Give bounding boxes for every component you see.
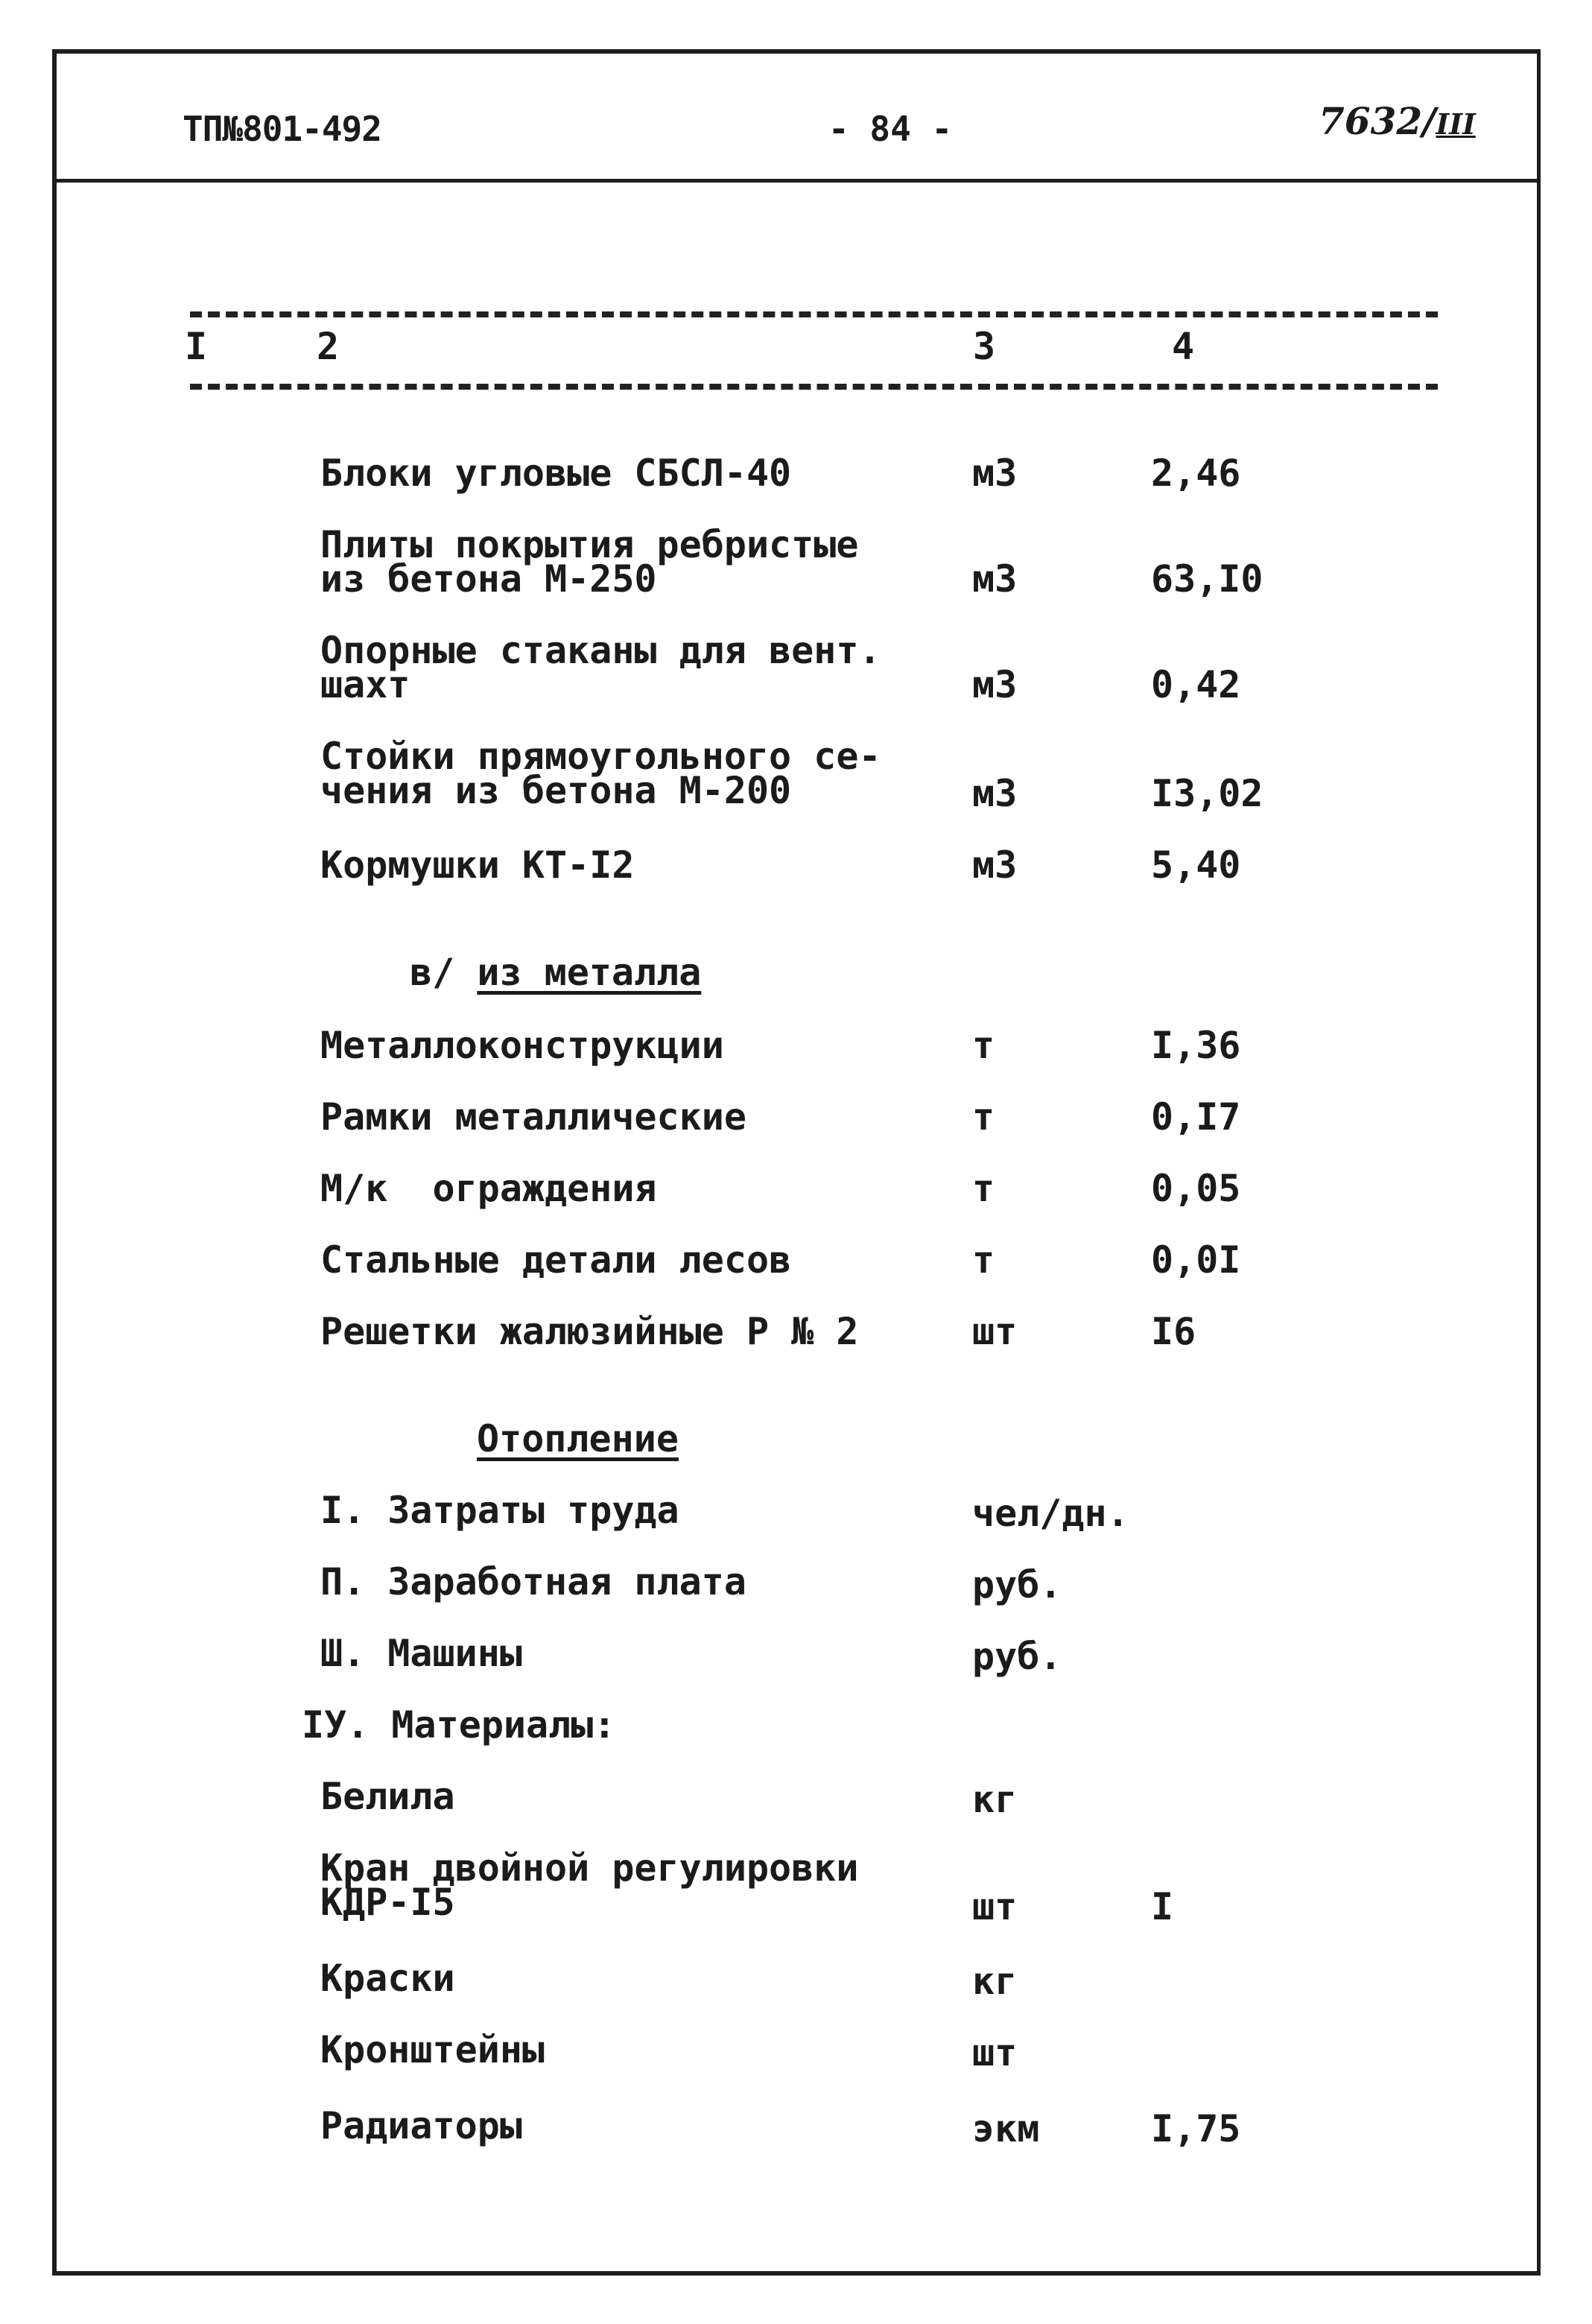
item-qty: 0,0I xyxy=(1151,1238,1241,1282)
item-unit: руб. xyxy=(972,1563,1062,1606)
column-number-4: 4 xyxy=(1172,325,1195,368)
item-name: Плиты покрытия ребристые из бетона М-250 xyxy=(320,523,859,601)
item-unit: руб. xyxy=(972,1635,1062,1678)
item-qty: I xyxy=(1151,1885,1174,1928)
section-heading-metal xyxy=(410,951,702,994)
item-qty: I3,02 xyxy=(1151,772,1263,815)
item-unit: м3 xyxy=(972,452,1018,495)
doc-code: ТП№801-492 xyxy=(183,109,381,149)
item-unit: м3 xyxy=(972,843,1018,887)
item-name: IУ. Материалы: xyxy=(302,1703,616,1747)
item-unit: т xyxy=(972,1167,995,1210)
item-name: I. Затраты труда xyxy=(320,1489,679,1532)
item-name: Опорные стаканы для вент. шахт xyxy=(320,629,881,706)
item-name: Краски xyxy=(320,1957,455,2000)
item-qty: 0,42 xyxy=(1151,663,1241,706)
item-name: Кран двойной регулировки КДР-I5 xyxy=(320,1846,859,1924)
item-qty: I,36 xyxy=(1151,1024,1241,1067)
item-unit: экм xyxy=(972,2107,1040,2150)
sheet-code xyxy=(1319,99,1476,143)
item-name: Металлоконструкции xyxy=(320,1024,724,1067)
item-name: Решетки жалюзийные Р № 2 xyxy=(320,1310,859,1353)
item-name: Стальные детали лесов xyxy=(320,1238,792,1282)
page-number: - 84 - xyxy=(828,109,953,149)
item-name: П. Заработная плата xyxy=(320,1560,746,1603)
item-unit: т xyxy=(972,1024,995,1067)
sheet-code-sub: III xyxy=(1436,107,1476,141)
item-name: Кронштейны xyxy=(320,2028,545,2071)
item-qty: 0,I7 xyxy=(1151,1095,1241,1139)
item-unit: м3 xyxy=(972,772,1018,815)
table-header-bottom-rule xyxy=(190,384,1438,390)
item-name: Радиаторы xyxy=(320,2104,522,2147)
item-qty: I,75 xyxy=(1151,2107,1241,2150)
item-unit: чел/дн. xyxy=(972,1492,1129,1535)
section-title: из металла xyxy=(477,951,702,994)
item-name: М/к ограждения xyxy=(320,1167,657,1210)
table-header-top-rule xyxy=(190,311,1438,317)
item-name: Кормушки КТ-I2 xyxy=(320,843,635,887)
item-qty: I6 xyxy=(1151,1310,1196,1353)
item-qty: 5,40 xyxy=(1151,843,1241,887)
item-name: Блоки угловые СБСЛ-40 xyxy=(320,452,792,495)
header-divider xyxy=(52,179,1541,183)
item-name: Белила xyxy=(320,1775,455,1818)
column-number-1: I xyxy=(185,325,208,368)
item-name: Стойки прямоугольного се- чения из бетона М-200 xyxy=(320,735,881,812)
section-heading-heating: Отопление xyxy=(477,1417,679,1460)
item-unit: кг xyxy=(972,1778,1018,1821)
item-qty: 0,05 xyxy=(1151,1167,1241,1210)
section-prefix: в/ xyxy=(410,951,478,994)
item-unit: м3 xyxy=(972,557,1018,601)
item-unit: м3 xyxy=(972,663,1018,706)
column-number-3: 3 xyxy=(973,325,996,368)
item-name: Ш. Машины xyxy=(320,1632,522,1675)
item-qty: 2,46 xyxy=(1151,452,1241,495)
item-qty: 63,I0 xyxy=(1151,557,1263,601)
item-unit: шт xyxy=(972,2031,1018,2074)
column-number-2: 2 xyxy=(317,325,340,368)
item-unit: шт xyxy=(972,1885,1018,1928)
item-unit: т xyxy=(972,1238,995,1282)
item-unit: т xyxy=(972,1095,995,1139)
item-unit: кг xyxy=(972,1960,1018,2003)
sheet-code-main: 7632/ xyxy=(1319,99,1436,143)
item-unit: шт xyxy=(972,1310,1018,1353)
item-name: Рамки металлические xyxy=(320,1095,746,1139)
